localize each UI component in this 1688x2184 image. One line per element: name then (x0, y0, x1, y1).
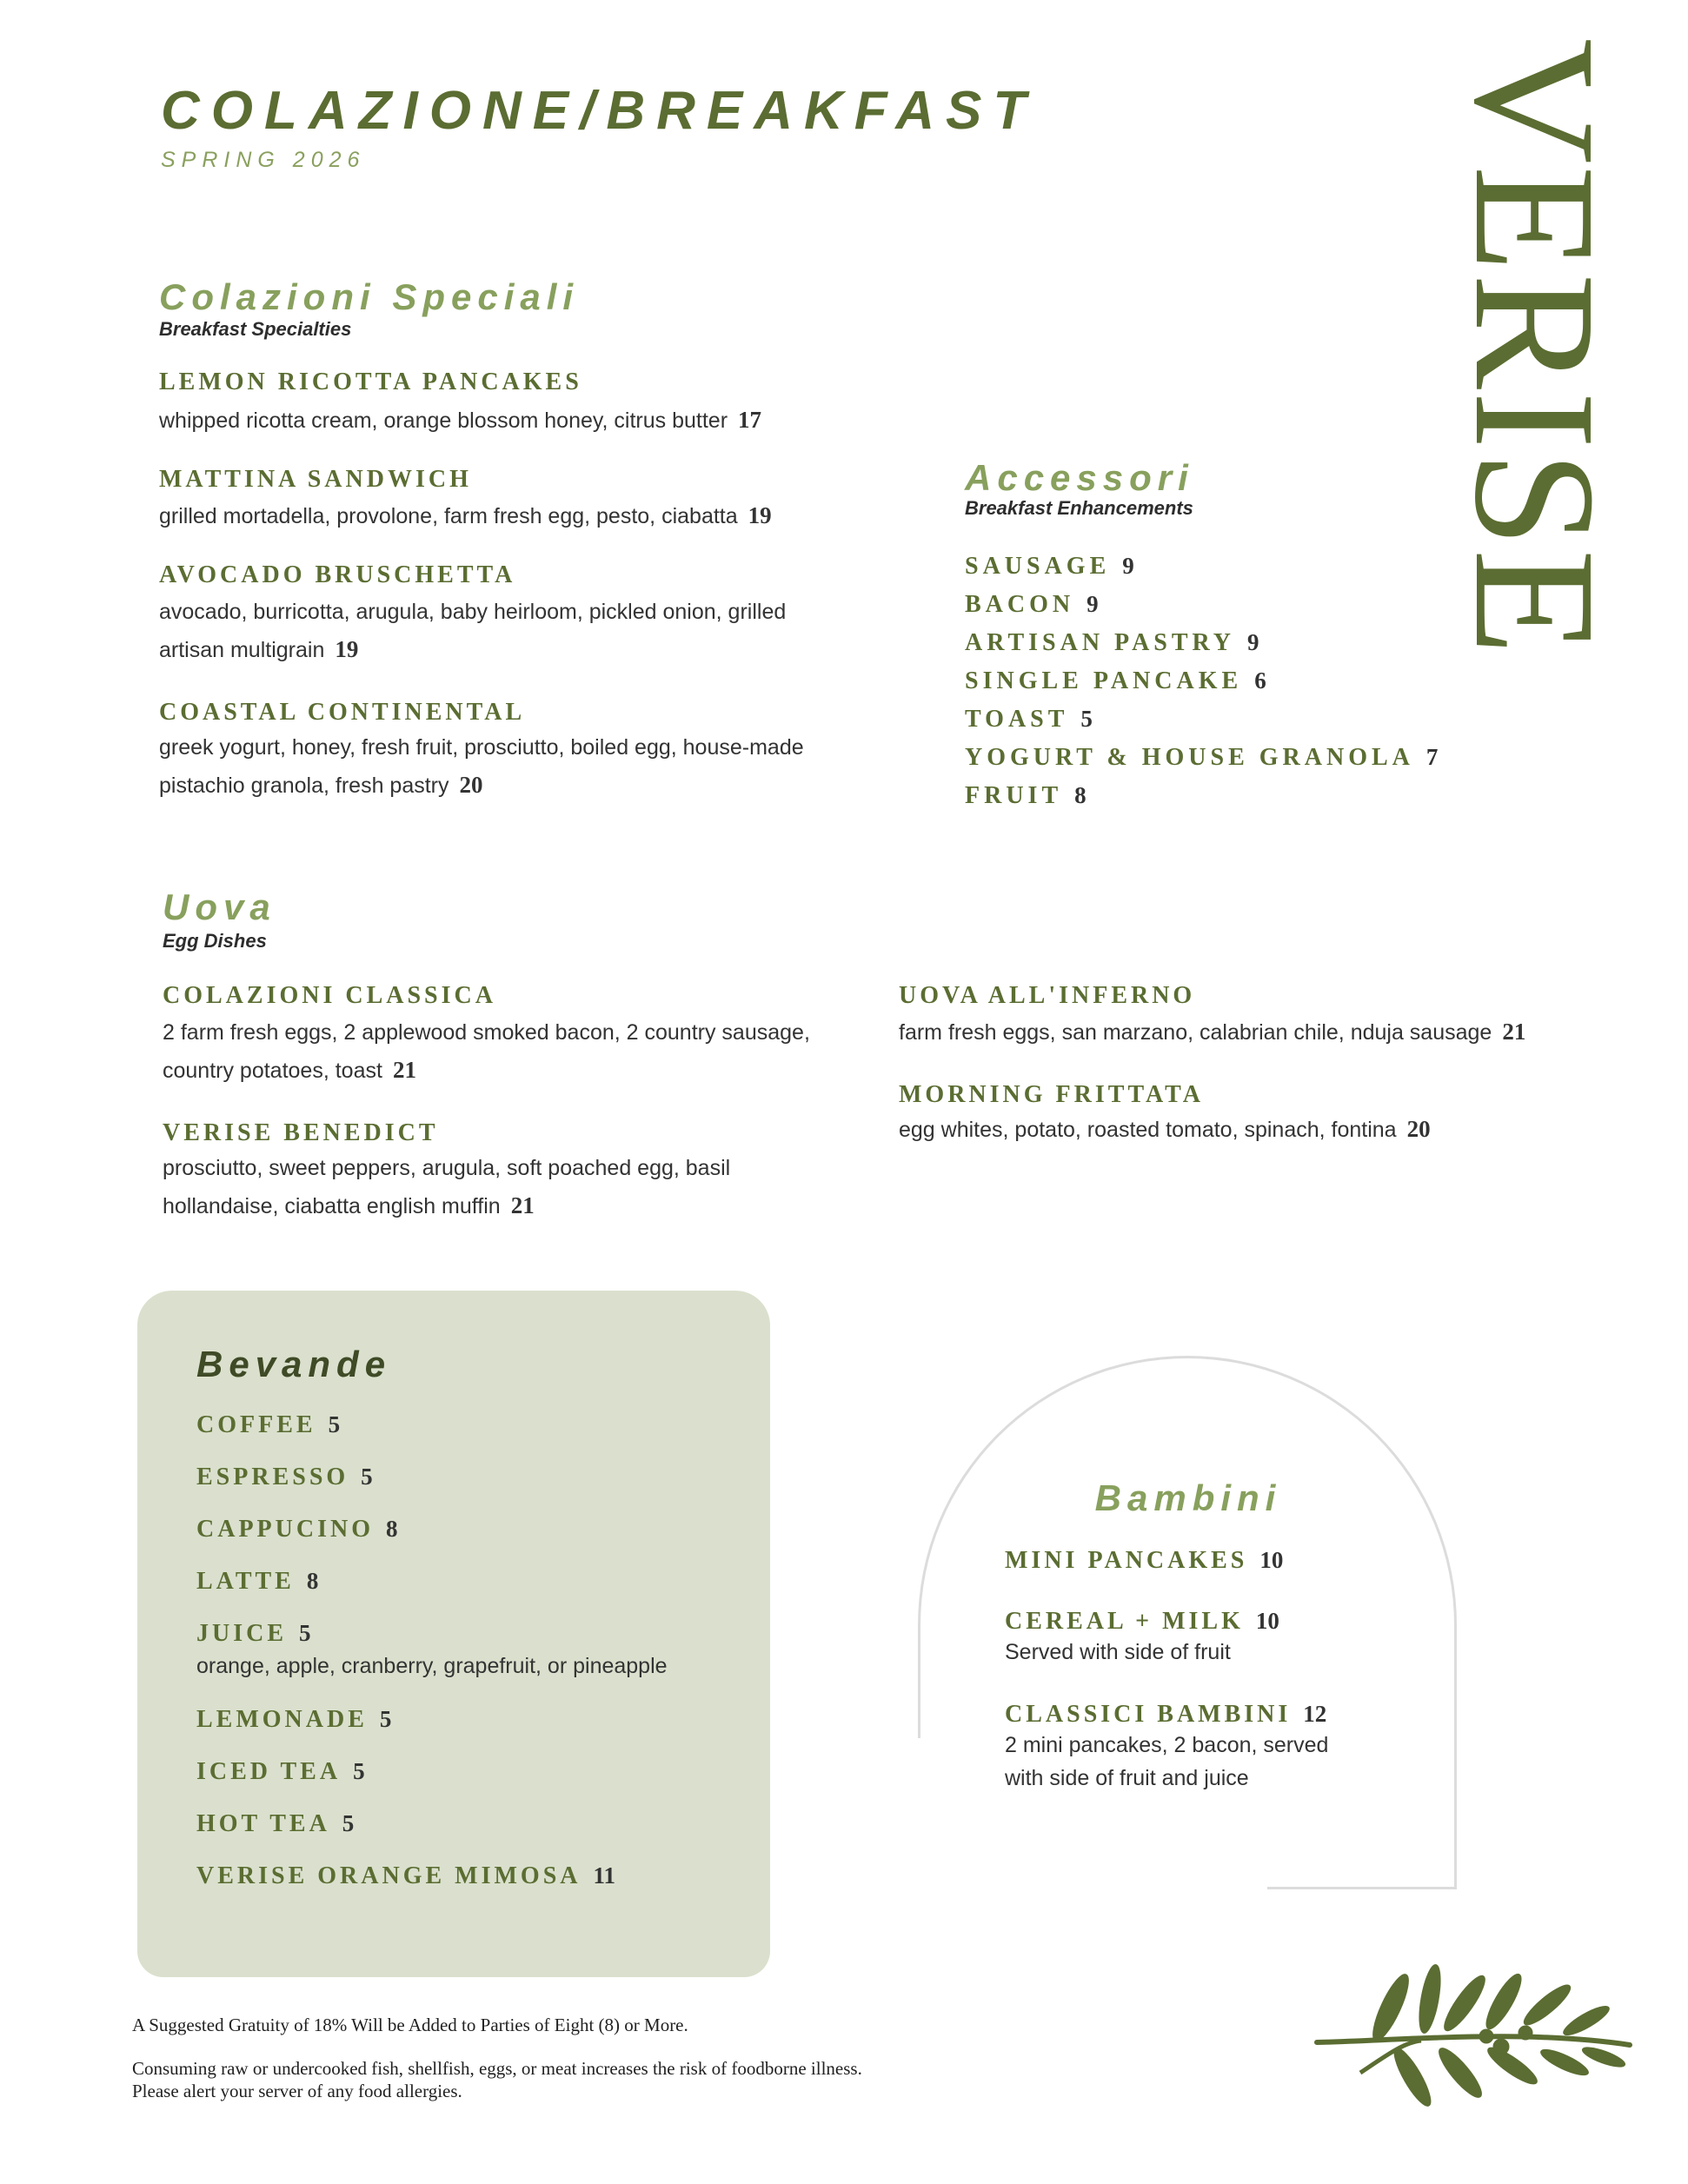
page-title: COLAZIONE/BREAKFAST (161, 81, 1038, 141)
season-label: SPRING 2026 (161, 148, 366, 172)
item-name: MORNING FRITTATA (899, 1081, 1204, 1108)
item-name: COASTAL CONTINENTAL (159, 699, 526, 726)
item-name: AVOCADO BRUSCHETTA (159, 561, 516, 588)
item-price: 19 (335, 636, 359, 662)
item-desc: orange, apple, cranberry, grapefruit, or pineapple (196, 1654, 668, 1678)
item-name: UOVA ALL'INFERNO (899, 982, 1196, 1009)
arch-base-line (1267, 1887, 1457, 1889)
item-price: 21 (510, 1192, 535, 1218)
menu-item-colazioni-classica (163, 982, 849, 1090)
list-item: LEMONADE 5 (196, 1706, 392, 1733)
menu-item-uova-all-inferno (899, 982, 1612, 1052)
list-item: CEREAL + MILK 10 Served with side of fruit (1005, 1608, 1279, 1664)
accessori-list (965, 553, 1438, 820)
item-desc: avocado, burricotta, arugula, baby heirloom, pickled onion, grilled artisan multigrain 19 (159, 600, 787, 662)
item-price: 17 (738, 407, 762, 433)
list-item: VERISE ORANGE MIMOSA 11 (196, 1862, 615, 1889)
menu-item-verise-benedict (163, 1119, 806, 1225)
list-item: YOGURT & HOUSE GRANOLA 7 (965, 744, 1439, 771)
bevande-title: Bevande (196, 1344, 392, 1384)
item-price: 21 (1502, 1019, 1526, 1045)
item-name: MATTINA SANDWICH (159, 466, 472, 493)
list-item: LATTE 8 (196, 1568, 319, 1595)
list-item: TOAST 5 (965, 706, 1093, 733)
menu-item-lemon-ricotta-pancakes (159, 368, 837, 440)
item-desc: farm fresh eggs, san marzano, calabrian chile, nduja sausage 21 (899, 1019, 1526, 1045)
menu-item-avocado-bruschetta (159, 561, 802, 669)
list-item: MINI PANCAKES 10 (1005, 1547, 1284, 1574)
item-price: 21 (392, 1057, 416, 1083)
specials-subtitle: Breakfast Specialties (159, 318, 352, 340)
item-desc: 2 farm fresh eggs, 2 applewood smoked bacon, 2 country sausage, country potatoes, toast 21 (163, 1020, 810, 1083)
list-item: SINGLE PANCAKE 6 (965, 667, 1266, 694)
item-desc: prosciutto, sweet peppers, arugula, soft poached egg, basil hollandaise, ciabatta english muffin 21 (163, 1156, 731, 1218)
brand-logo (1439, 38, 1631, 657)
item-price: 20 (1406, 1116, 1431, 1142)
menu-item-coastal-continental (159, 699, 820, 805)
item-name: VERISE BENEDICT (163, 1119, 439, 1146)
bambini-title: Bambini (1094, 1477, 1282, 1518)
list-item: CLASSICI BAMBINI 12 2 mini pancakes, 2 bacon, served with side of fruit and juice (1005, 1701, 1329, 1790)
allergy-warning-2: Please alert your server of any food allergies. (132, 2081, 462, 2101)
list-item: CAPPUCINO 8 (196, 1516, 398, 1543)
uova-title: Uova (163, 886, 276, 927)
list-item: BACON 9 (965, 591, 1099, 618)
item-desc: whipped ricotta cream, orange blossom honey, citrus butter 17 (159, 407, 762, 433)
accessori-title: Accessori (965, 457, 1194, 498)
uova-subtitle: Egg Dishes (163, 930, 267, 952)
item-desc: egg whites, potato, roasted tomato, spinach, fontina 20 (899, 1116, 1431, 1142)
item-desc: grilled mortadella, provolone, farm fresh egg, pesto, ciabatta 19 (159, 502, 772, 528)
bevande-list (196, 1411, 668, 1915)
list-item: ARTISAN PASTRY 9 (965, 629, 1259, 656)
menu-item-morning-frittata (899, 1081, 1612, 1149)
list-item: FRUIT 8 (965, 782, 1087, 809)
olive-branch-icon (1308, 1960, 1643, 2112)
list-item: HOT TEA 5 (196, 1810, 355, 1837)
item-name: LEMON RICOTTA PANCAKES (159, 368, 582, 395)
item-price: 20 (459, 772, 483, 798)
item-name: COLAZIONI CLASSICA (163, 982, 496, 1009)
list-item: ESPRESSO 5 (196, 1464, 373, 1490)
list-item: COFFEE 5 (196, 1411, 341, 1438)
gratuity-note: A Suggested Gratuity of 18% Will be Added to Parties of Eight (8) or More. (132, 2015, 688, 2035)
list-item-juice: JUICE 5 orange, apple, cranberry, grapefruit, or pineapple (196, 1620, 668, 1678)
list-item: SAUSAGE 9 (965, 553, 1134, 580)
specials-title: Colazioni Speciali (159, 276, 580, 317)
brand-wordmark: VERISE (1439, 38, 1631, 657)
list-item: ICED TEA 5 (196, 1758, 365, 1785)
bambini-list (1005, 1547, 1328, 1795)
menu-item-mattina-sandwich (159, 466, 837, 535)
item-desc: greek yogurt, honey, fresh fruit, prosciutto, boiled egg, house-made pistachio granola, fresh pastry 20 (159, 735, 804, 798)
accessori-subtitle: Breakfast Enhancements (965, 497, 1193, 519)
item-price: 19 (748, 502, 772, 528)
allergy-warning: Consuming raw or undercooked fish, shellfish, eggs, or meat increases the risk of foodborne illness. (132, 2058, 862, 2079)
